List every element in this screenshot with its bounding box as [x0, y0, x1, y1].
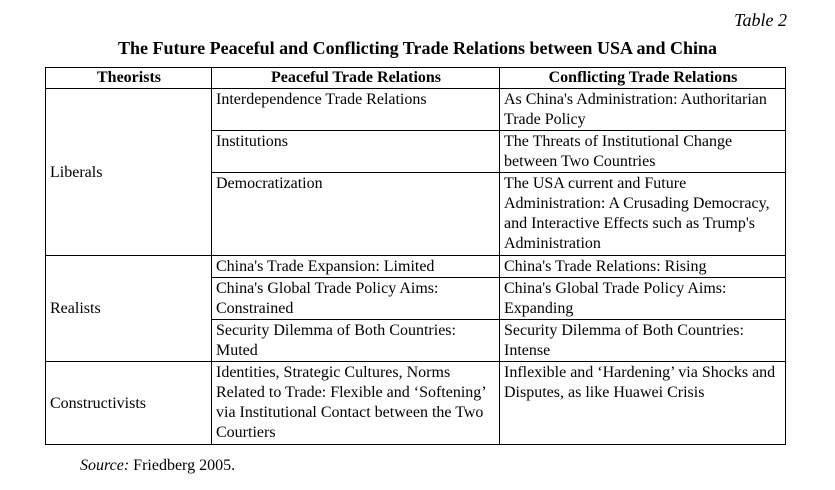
conflicting-cell: The Threats of Institutional Change between Two Countries — [500, 131, 786, 173]
conflicting-cell: Inflexible and ‘Hardening’ via Shocks and Disputes, as like Huawei Crisis — [500, 362, 786, 445]
theorist-liberals: Liberals — [46, 89, 212, 256]
conflicting-cell: Security Dilemma of Both Countries: Intense — [500, 320, 786, 362]
source-note — [80, 456, 235, 476]
header-peaceful: Peaceful Trade Relations — [212, 68, 500, 89]
peaceful-cell: Institutions — [212, 131, 500, 173]
comparison-table — [45, 67, 786, 445]
table-title: The Future Peaceful and Conflicting Trade Relations between USA and China — [117, 38, 718, 58]
header-conflicting: Conflicting Trade Relations — [500, 68, 786, 89]
source-label: Source: — [80, 457, 130, 474]
theorist-realists: Realists — [46, 256, 212, 362]
table-row — [46, 362, 786, 445]
header-row — [46, 68, 786, 89]
peaceful-cell: China's Global Trade Policy Aims: Constrained — [212, 278, 500, 320]
peaceful-cell: Democratization — [212, 173, 500, 256]
theorist-constructivists: Constructivists — [46, 362, 212, 445]
header-theorists: Theorists — [46, 68, 212, 89]
peaceful-cell: Identities, Strategic Cultures, Norms Related to Trade: Flexible and ‘Softening’ via Institutional Contact between the Two Courtiers — [212, 362, 500, 445]
peaceful-cell: Interdependence Trade Relations — [212, 89, 500, 131]
conflicting-cell: The USA current and Future Administration: A Crusading Democracy, and Interactive Effects such as Trump's Administration — [500, 173, 786, 256]
conflicting-cell: China's Global Trade Policy Aims: Expanding — [500, 278, 786, 320]
source-text: Friedberg 2005. — [133, 457, 236, 474]
conflicting-cell: As China's Administration: Authoritarian Trade Policy — [500, 89, 786, 131]
table-number: Table 2 — [734, 10, 787, 30]
conflicting-cell: China's Trade Relations: Rising — [500, 256, 786, 278]
peaceful-cell: Security Dilemma of Both Countries: Muted — [212, 320, 500, 362]
peaceful-cell: China's Trade Expansion: Limited — [212, 256, 500, 278]
table-row — [46, 256, 786, 278]
table-row — [46, 89, 786, 131]
